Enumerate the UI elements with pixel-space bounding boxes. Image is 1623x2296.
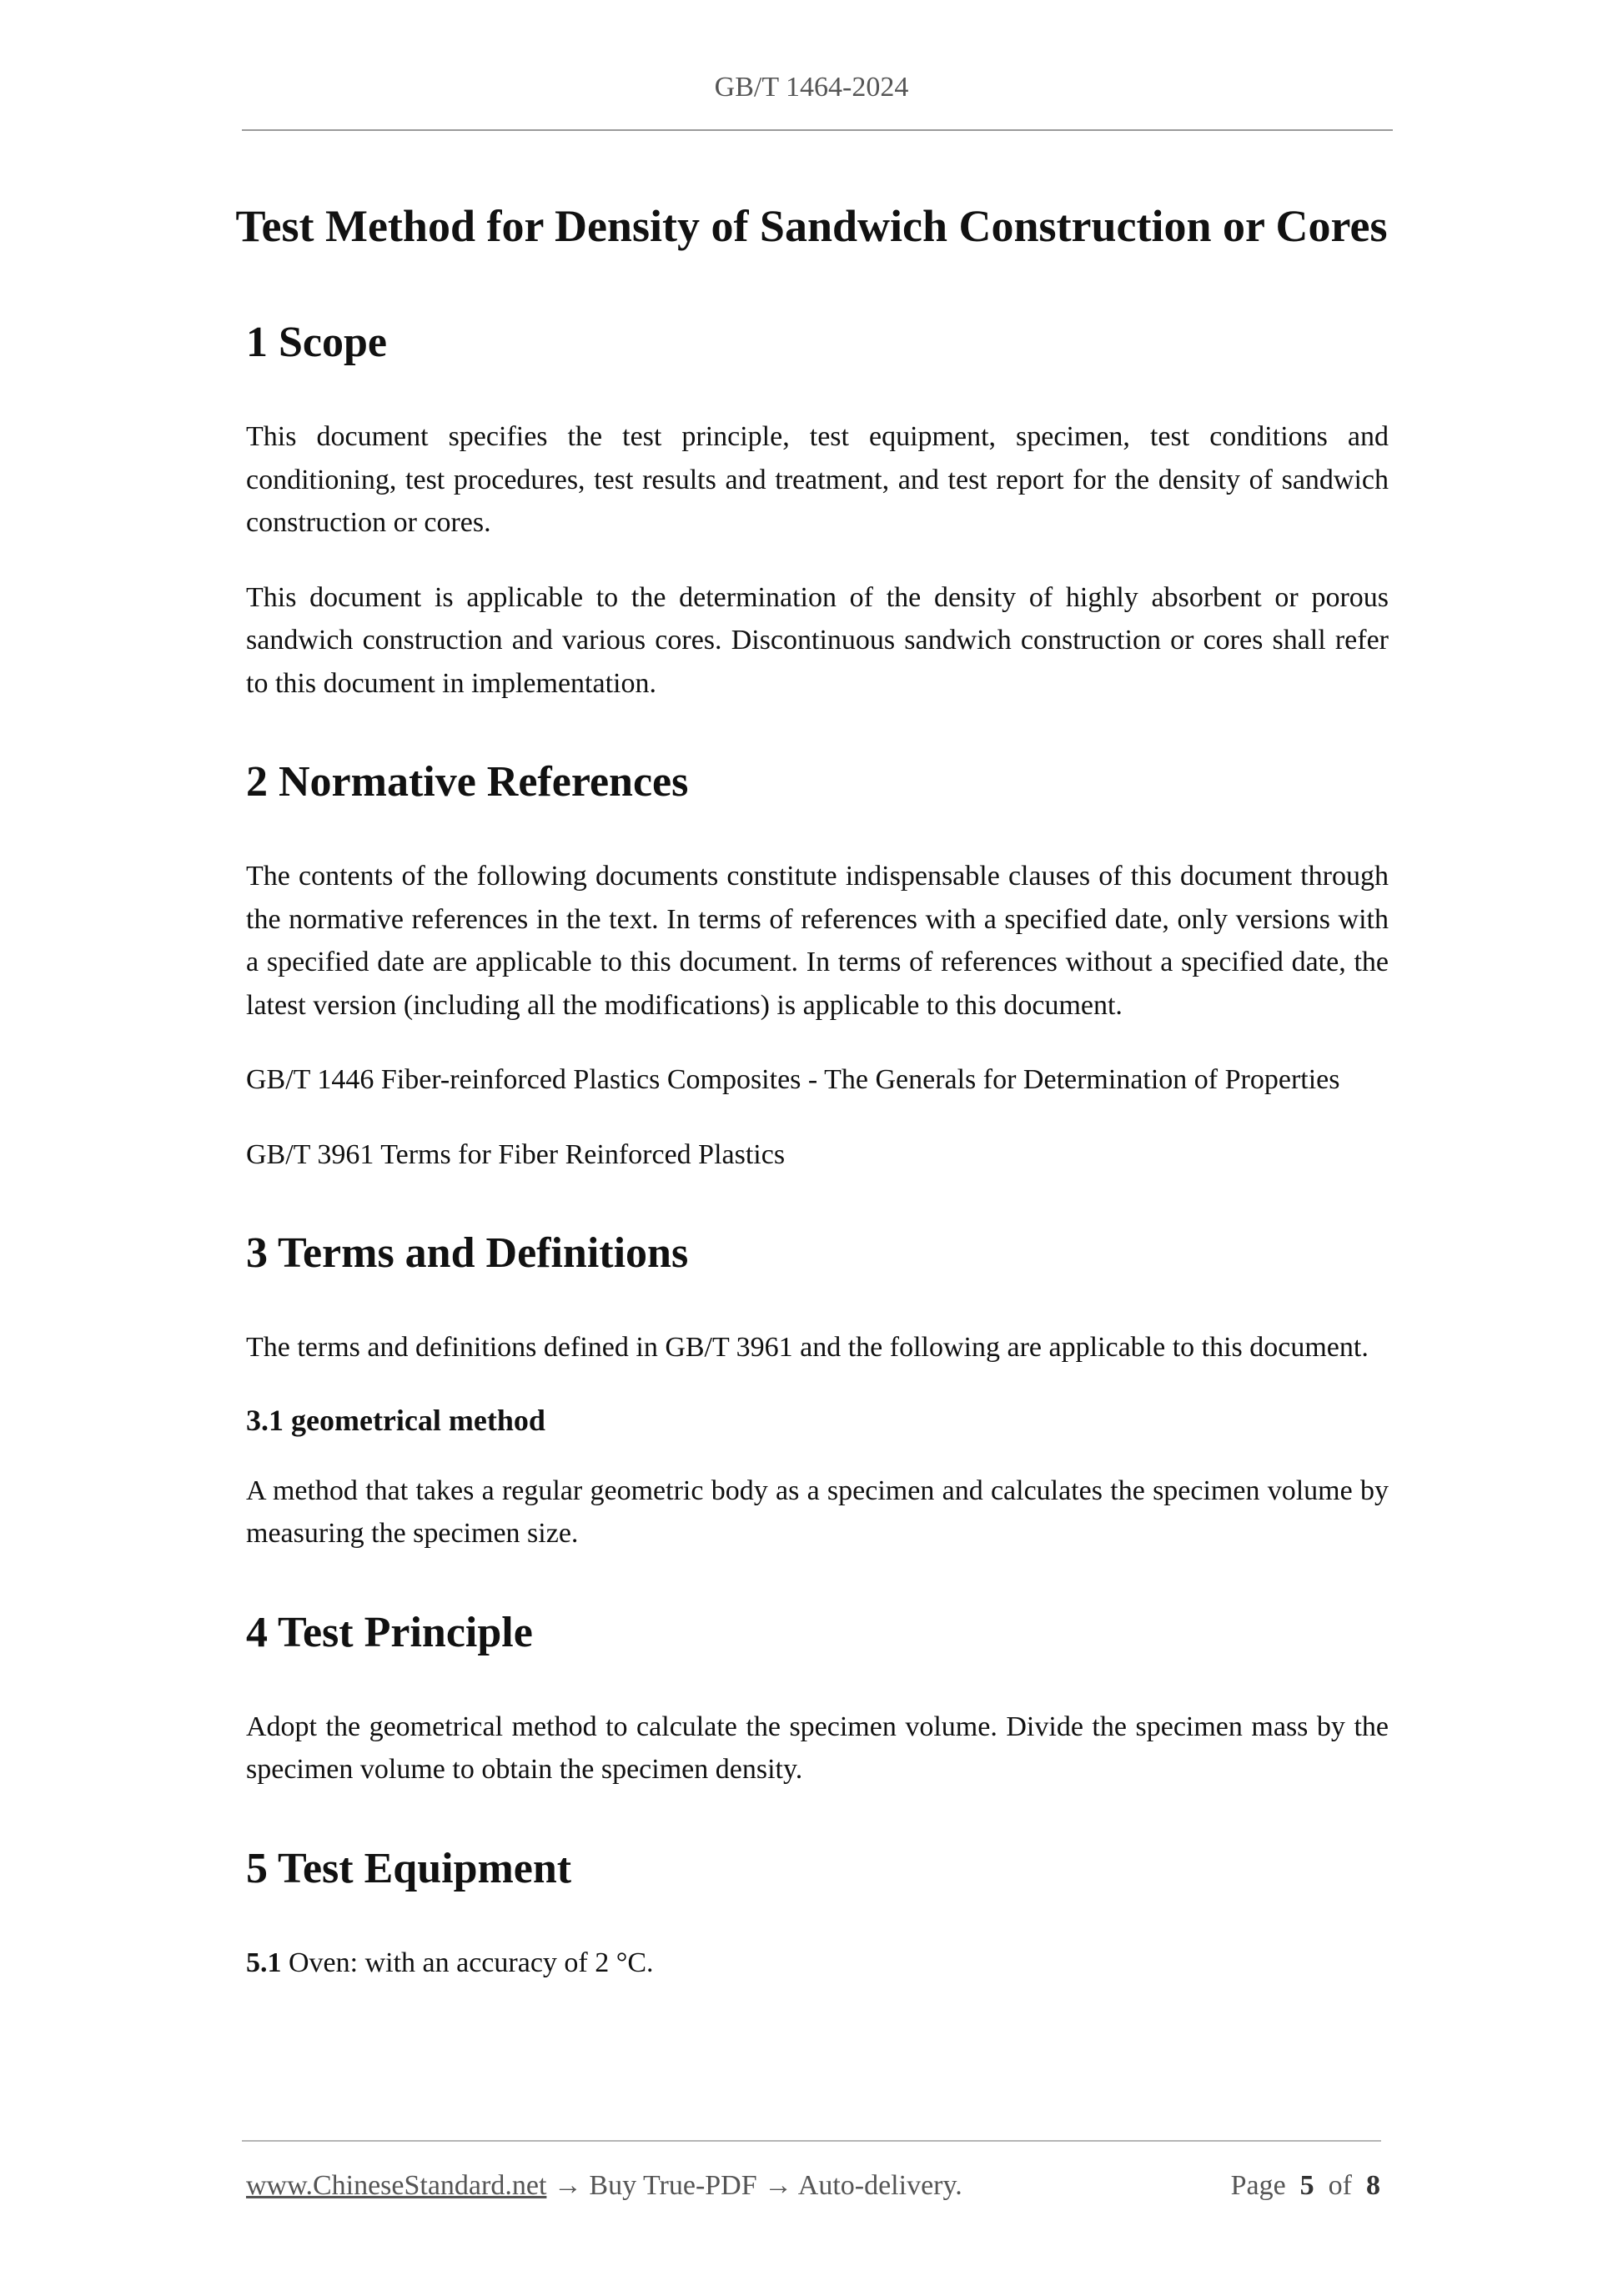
page-number: 5 [1299,2170,1314,2201]
footer-rule [242,2140,1381,2142]
section-normative-references [246,743,1389,1176]
section-heading-test-principle: 4 Test Principle [246,1608,533,1656]
section-test-equipment [246,1830,1389,1985]
page-label: Page [1230,2170,1286,2201]
section-heading-normative-references: 2 Normative References [246,758,689,806]
page-total: 8 [1366,2170,1380,2201]
document-title: Test Method for Density of Sandwich Construction or Cores [235,201,1388,251]
section-heading-test-equipment: 5 Test Equipment [246,1844,572,1892]
section-scope [246,304,1389,705]
of-label: of [1328,2170,1352,2201]
page-footer [246,2165,1380,2207]
section-terms-definitions [246,1214,1389,1555]
page-indicator [1231,2165,1380,2207]
term-heading-geometrical-method: 3.1 geometrical method [246,1403,545,1437]
terms-paragraph: The terms and definitions defined in GB/T 3961 and the following are applicable to this document. [246,1332,1369,1363]
equipment-item-oven [246,1942,1389,1985]
equipment-item-number: 5.1 [246,1947,282,1978]
normative-references-paragraph: The contents of the following documents constitute indispensable clauses of this document through the normative references in the text. In terms of references with a specified date, only versions with a specified date are applicable to this document. In terms of references without a specified date, the latest version (including all the modifications) is applicable to this document. [246,861,1389,1021]
footer-site-link[interactable]: www.ChineseStandard.net [246,2170,547,2201]
section-heading-scope: 1 Scope [246,319,387,366]
document-body [246,304,1389,2016]
test-principle-paragraph: Adopt the geometrical method to calculate the specimen volume. Divide the specimen mass by the specimen volume to obtain the specimen density. [246,1711,1389,1785]
scope-paragraph-2: This document is applicable to the determination of the density of highly absorbent or porous sandwich construction and various cores. Discontinuous sandwich construction or cores shall refer to this document in implementation. [246,581,1389,699]
reference-gbt-3961: GB/T 3961 Terms for Fiber Reinforced Plastics [246,1138,786,1170]
term-definition-geometrical-method: A method that takes a regular geometric body as a specimen and calculates the specimen volume by measuring the specimen size. [246,1475,1389,1549]
footer-tagline: → Buy True-PDF → Auto-delivery. [546,2170,962,2201]
scope-paragraph-1: This document specifies the test principle, test equipment, specimen, test conditions and conditioning, test procedures, test results and treatment, and test report for the density of sandwich construction or cores. [246,421,1389,538]
equipment-item-text: Oven: with an accuracy of 2 °C. [281,1947,654,1978]
section-heading-terms-definitions: 3 Terms and Definitions [246,1229,689,1277]
header-rule [242,129,1393,131]
header-standard-code: GB/T 1464-2024 [714,72,909,103]
reference-gbt-1446: GB/T 1446 Fiber-reinforced Plastics Composites - The Generals for Determination of Properties [246,1064,1340,1095]
section-test-principle [246,1594,1389,1791]
